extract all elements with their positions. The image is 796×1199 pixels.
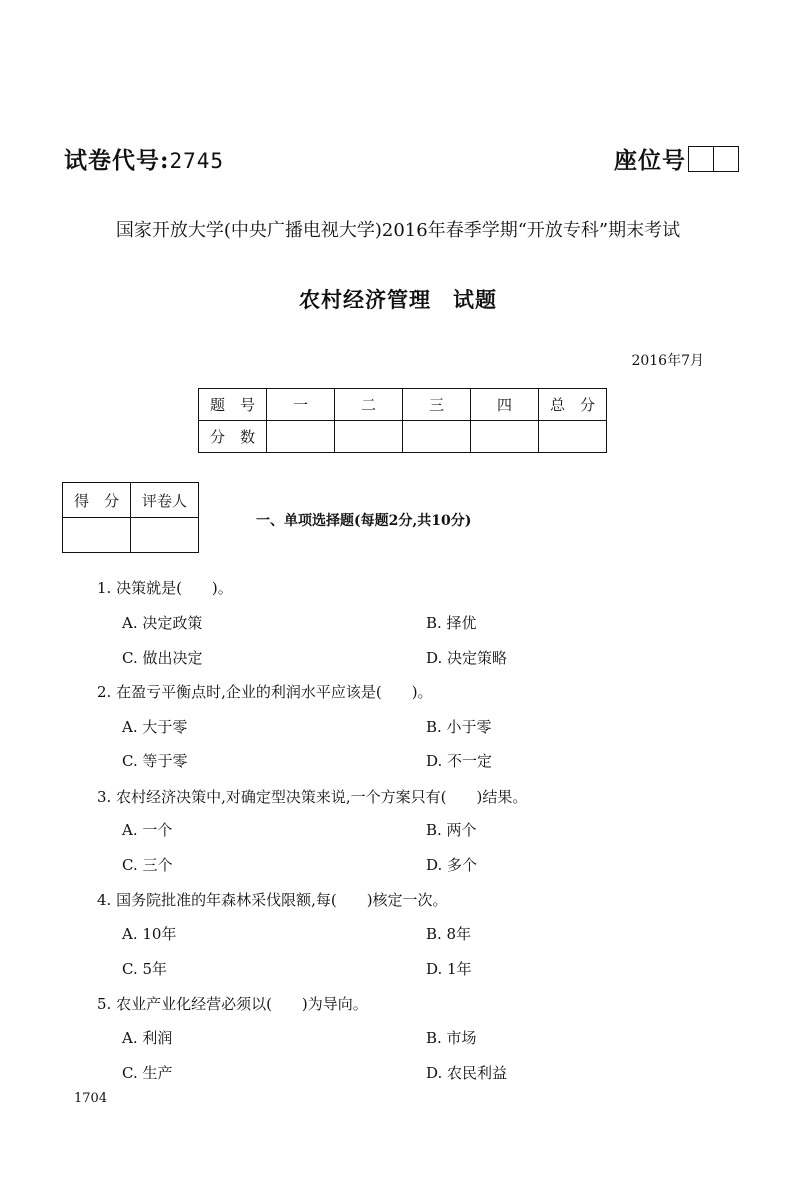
exam-title: 国家开放大学(中央广播电视大学)2016年春季学期“开放专科”期末考试 <box>115 220 681 241</box>
question-option: C. 等于零 <box>122 752 188 770</box>
seat-number-boxes <box>688 146 739 172</box>
score-table-cell: 总 分 <box>539 389 607 421</box>
question-option: D. 决定策略 <box>426 649 508 667</box>
score-table-cell: 四 <box>471 389 539 421</box>
question-option: A. 利润 <box>122 1029 173 1047</box>
question-option: B. 两个 <box>426 821 477 839</box>
seat-number <box>614 142 739 175</box>
grader-table <box>62 482 199 553</box>
score-blank <box>267 421 335 453</box>
score-table <box>198 388 607 453</box>
question-option: B. 8年 <box>426 925 472 943</box>
question-option: C. 做出决定 <box>122 649 203 667</box>
paper-code-number: 2745 <box>169 149 225 173</box>
paper-code <box>64 142 224 175</box>
question-option: A. 10年 <box>122 925 177 943</box>
grader-name-blank <box>131 518 199 553</box>
question-stem: 2. 在盈亏平衡点时,企业的利润水平应该是( )。 <box>97 683 433 701</box>
question-option: D. 农民利益 <box>426 1064 508 1082</box>
subject-title: 农村经济管理 试题 <box>299 287 497 312</box>
question-option: C. 5年 <box>122 960 168 978</box>
question-option: D. 不一定 <box>426 752 493 770</box>
seat-box <box>688 146 714 172</box>
grader-name-header: 评卷人 <box>131 483 199 518</box>
score-blank <box>403 421 471 453</box>
seat-label: 座位号 <box>614 147 686 174</box>
question-option: A. 一个 <box>122 821 173 839</box>
score-blank <box>335 421 403 453</box>
question-option: C. 三个 <box>122 856 173 874</box>
page-number: 1704 <box>74 1091 108 1106</box>
question-stem: 4. 国务院批准的年森林采伐限额,每( )核定一次。 <box>97 891 448 909</box>
question-option: D. 多个 <box>426 856 478 874</box>
grader-score-blank <box>63 518 131 553</box>
seat-box <box>714 146 739 172</box>
question-option: B. 小于零 <box>426 718 492 736</box>
question-stem: 5. 农业产业化经营必须以( )为导向。 <box>97 995 368 1013</box>
section-title: 一、单项选择题(每题2分,共10分) <box>256 513 472 529</box>
score-table-header-row <box>199 389 607 421</box>
score-table-score-row <box>199 421 607 453</box>
score-table-cell: 二 <box>335 389 403 421</box>
question-stem: 1. 决策就是( )。 <box>97 579 233 597</box>
question-option: B. 择优 <box>426 614 477 632</box>
score-table-cell: 题 号 <box>199 389 267 421</box>
grader-score-header: 得 分 <box>63 483 131 518</box>
question-option: A. 大于零 <box>122 718 188 736</box>
question-stem: 3. 农村经济决策中,对确定型决策来说,一个方案只有( )结果。 <box>97 788 528 806</box>
exam-date: 2016年7月 <box>631 353 704 369</box>
score-table-cell: 一 <box>267 389 335 421</box>
score-blank <box>471 421 539 453</box>
score-table-cell: 三 <box>403 389 471 421</box>
score-blank <box>539 421 607 453</box>
question-option: C. 生产 <box>122 1064 173 1082</box>
question-option: B. 市场 <box>426 1029 477 1047</box>
paper-code-label: 试卷代号: <box>64 147 170 174</box>
question-option: D. 1年 <box>426 960 472 978</box>
question-option: A. 决定政策 <box>122 614 203 632</box>
score-table-cell: 分 数 <box>199 421 267 453</box>
